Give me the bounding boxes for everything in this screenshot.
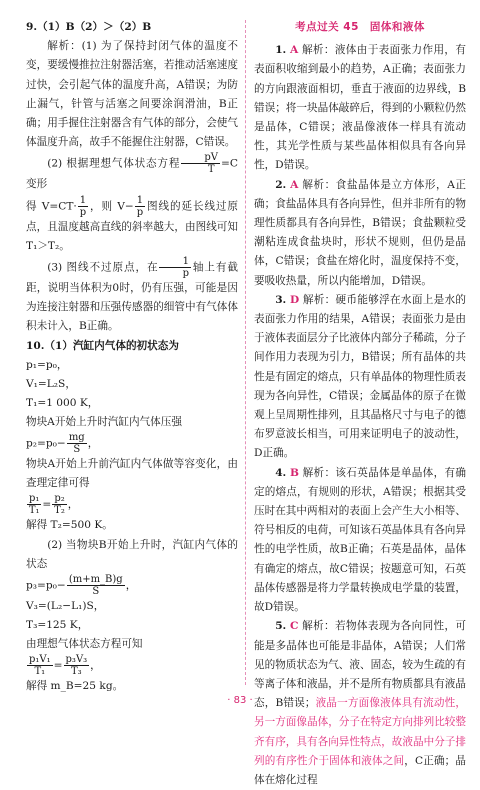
answer-choice: A (290, 178, 299, 191)
q9-explanation-4 (26, 256, 238, 337)
answer-number: 2. (275, 178, 287, 191)
q9-answer-heading: 9.（1）B（2）＞（2）B (26, 21, 152, 33)
answer-4 (254, 464, 466, 618)
answer-number: 1. (275, 44, 287, 57)
fraction-numerator: (m+m_B)g (68, 574, 123, 586)
equation-part: p₃=p₀− (26, 579, 66, 592)
equation (26, 654, 238, 677)
equation: V₁=L₂S， (26, 377, 76, 390)
answer-choice: A (289, 44, 299, 57)
section-title: 考点过关 45 固体和液体 (295, 21, 425, 33)
fraction-p2-t2 (52, 493, 66, 516)
fraction-numerator: 1 (136, 194, 144, 206)
right-column (254, 18, 466, 790)
fraction-p1-t1 (27, 493, 41, 516)
fraction-denominator: p (79, 206, 87, 218)
fraction-pv-t (181, 152, 220, 175)
q10-text: (2) 当物块B开始上升时，汽缸内气体的状态 (26, 538, 238, 570)
fraction-numerator: p₃V₃ (65, 654, 88, 666)
fraction-1-p (159, 256, 191, 279)
equation: p₁=p₀， (26, 358, 68, 371)
fraction-p3v3-t3 (64, 654, 90, 677)
fraction-numerator: pV (181, 152, 220, 164)
equation: V₃=(L₂−L₁)S， (26, 600, 105, 613)
answer-explanation: 解析：硬币能够浮在水面上是水的表面张力作用的结果，A错误；表面张力是由于液体表面层分子比液体内部分子稀疏，分子间作用力表现为引力，B错误；所有晶体的共性是有固定的熔点，只有单晶体的物理性质表现为各向异性，C错误；金属晶体的原子在微观上呈周期性排列，且其晶格尺寸与电子的德布罗意波长相当，可用来证明电子的波动性，D正确。 (254, 293, 467, 460)
q10-answer-heading: 10.（1）汽缸内气体的初状态为 (26, 339, 179, 352)
q9-text: =C 变形 (26, 157, 238, 191)
answer-choice: B (289, 466, 299, 479)
equation: T₃=125 K， (26, 619, 89, 632)
fraction-numerator: 1 (79, 194, 87, 206)
fraction-denominator: p (182, 268, 190, 280)
equation: T₁=1 000 K， (26, 396, 99, 409)
answer-number: 4. (275, 466, 287, 479)
q9-explanation-3 (26, 195, 238, 256)
equation-part: ， (90, 659, 101, 672)
q9-text: (2) 根据理想气体状态方程 (47, 157, 181, 170)
fraction-denominator: T (207, 164, 215, 176)
answer-choice: C (289, 620, 299, 633)
q10-text: 由理想气体状态方程可知 (26, 638, 143, 651)
fraction-denominator: T₁ (28, 505, 40, 517)
fraction-mg-s (67, 432, 87, 455)
answer-explanation: 解析：该石英晶体是单晶体，有确定的熔点，有规则的形状，A错误；根据其受压时在其中两相对的表面上会产生大小相等、符号相反的电荷，可知该石英晶体具有各向异性的电学性质，故B正确；石英是晶体，晶体有确定的熔点，故C错误；按题意可知，石英晶体传感器是将力学量转换成电学量的装置，故D错误。 (254, 466, 467, 614)
q9-text: 轴上有截距，说明当体积为0时，仍有压强，可能是因为连接注射器和压强传感器的细管中有气体体积未计入，B正确。 (26, 261, 239, 333)
fraction-numerator: p₁V₁ (29, 654, 51, 666)
fraction-denominator: T₃ (71, 666, 82, 678)
q9-explanation-1: 解析：(1) 为了保持封闭气体的温度不变，要缓慢推拉注射器活塞，若推动活塞速度过快，会引起气体的温度升高，A错误；为防止漏气，针管与活塞之间要涂润滑油，B正确；用手握住注射器含有气体的部分，会使气体温度升高，故手不能握住注射器，C错误。 (26, 40, 238, 149)
q9-text: 得 V=CT· (26, 200, 77, 213)
fraction-mass-g-s (67, 574, 125, 597)
fraction-denominator: T₁ (34, 666, 46, 678)
equation-part: p₂=p₀− (26, 437, 66, 450)
equation-part: ， (67, 498, 79, 511)
fraction-denominator: T₂ (54, 505, 65, 517)
q9-text: (3) 图线不过原点，在 (47, 261, 159, 274)
q9-text: 图线的延长线过原点，且温度越高直线的斜率越大，由图线可知 T₁＞T₂。 (26, 200, 238, 252)
highlighted-text: 液晶一方面像液体具有流动性，另一方面像晶体，分子在特定方向排列比较整齐有序，具有各向异性特点，故液晶中分子排列的有序性介于固体和液体之间 (254, 697, 466, 767)
q9-text: ，则 V− (89, 200, 134, 213)
answer-choice: D (289, 293, 300, 306)
equation-part: = (53, 659, 63, 672)
fraction-denominator: S (92, 586, 100, 598)
equation-part: ， (87, 437, 99, 450)
answer-3 (254, 291, 466, 464)
fraction-numerator: p₁ (29, 493, 40, 505)
equation-part: ， (125, 579, 137, 592)
left-column (26, 18, 238, 696)
equation-part: = (42, 498, 52, 511)
answer-1 (254, 41, 466, 175)
fraction-1-p (135, 195, 145, 218)
answer-explanation: 解析：食盐晶体是立方体形，A正确；食盐晶体具有各向异性，但并非所有的物理性质都具有各向异性，B错误；食盐颗粒受潮粘连成食盐块时，形状不规则，但仍是晶体，C错误；食盐在熔化时，温度保持不变，要吸收热量，所以内能增加，D错误。 (254, 178, 466, 287)
answer-explanation: ，C正确；晶体在熔化过程 (254, 754, 466, 786)
fraction-numerator: p₂ (54, 493, 65, 505)
fraction-p1v1-t1 (27, 654, 53, 677)
answer-explanation: 解析：液体由于表面张力作用，有表面积收缩到最小的趋势，A正确；表面张力的方向跟液面相切，垂直于液面的边界线，B错误；将一块晶体敲碎后，得到的小颗粒仍然是晶体，C错误；液晶像液体一样具有流动性，其光学性质与某些晶体相似具有各向异性，D错误。 (254, 44, 466, 172)
fraction-denominator: S (73, 444, 81, 456)
page-number: · 83 · (227, 695, 253, 706)
column-divider (245, 20, 246, 685)
equation (26, 493, 238, 516)
answer-number: 3. (275, 293, 287, 306)
answer-explanation: 解析：若物体表现为各向同性，可能是多晶体也可能是非晶体，A错误；人们常见的物质状态为气、液、固态，较为生疏的有等离子体和液晶，并不是所有物质都具有液晶态，B错误； (254, 620, 467, 710)
solution-line: 解得 T₂=500 K。 (26, 519, 113, 532)
answer-2 (254, 176, 466, 291)
answer-number: 5. (275, 620, 287, 633)
fraction-numerator: 1 (159, 256, 191, 268)
fraction-denominator: p (136, 206, 144, 218)
q9-explanation-2 (26, 152, 238, 194)
equation (26, 574, 238, 597)
solution-line: 解得 m_B=25 kg。 (26, 680, 124, 693)
equation (26, 432, 238, 455)
q10-text: 物块A开始上升前汽缸内气体做等容变化，由查理定律可得 (26, 458, 238, 490)
fraction-numerator: mg (68, 432, 85, 444)
fraction-1-p (78, 195, 88, 218)
q10-text: 物块A开始上升时汽缸内气体压强 (26, 415, 182, 428)
